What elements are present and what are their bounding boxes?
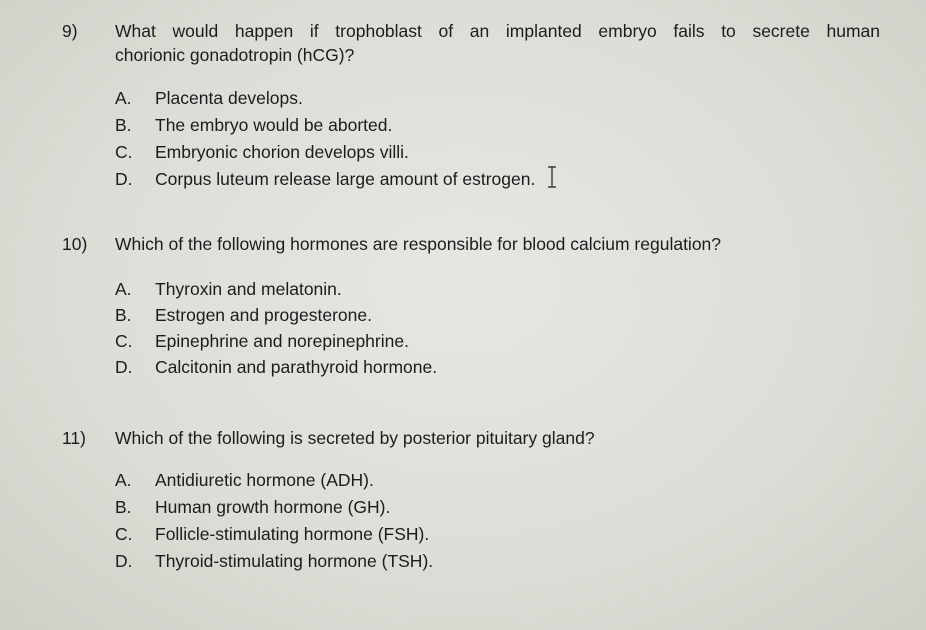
- answer-option-c[interactable]: [115, 141, 409, 163]
- option-letter: A.: [115, 470, 132, 490]
- option-text: Estrogen and progesterone.: [155, 305, 372, 325]
- question-number: 10): [62, 234, 88, 254]
- answer-option-d[interactable]: [115, 550, 433, 572]
- option-letter: A.: [115, 279, 132, 299]
- option-letter: B.: [115, 305, 132, 325]
- question-text-line: chorionic gonadotropin (hCG)?: [115, 45, 355, 65]
- option-text: Thyroid-stimulating hormone (TSH).: [155, 551, 434, 571]
- answer-option-a[interactable]: [115, 469, 374, 491]
- option-text: Embryonic chorion develops villi.: [155, 142, 409, 162]
- answer-option-b[interactable]: [115, 114, 392, 136]
- option-letter: B.: [115, 115, 132, 135]
- option-text: Calcitonin and parathyroid hormone.: [155, 357, 438, 377]
- question-text: [115, 20, 880, 66]
- option-text: Thyroxin and melatonin.: [155, 279, 342, 299]
- answer-option-d[interactable]: [115, 168, 535, 190]
- answer-option-a[interactable]: [115, 278, 342, 300]
- option-letter: C.: [115, 142, 133, 162]
- option-text: Placenta develops.: [155, 88, 303, 108]
- option-letter: B.: [115, 497, 132, 517]
- option-letter: D.: [115, 551, 133, 571]
- option-letter: C.: [115, 331, 133, 351]
- option-text: Human growth hormone (GH).: [155, 497, 391, 517]
- question-text: [115, 427, 595, 449]
- answer-option-d[interactable]: [115, 356, 437, 378]
- answer-option-c[interactable]: [115, 330, 409, 352]
- option-letter: D.: [115, 357, 133, 377]
- option-letter: A.: [115, 88, 132, 108]
- option-text: The embryo would be aborted.: [155, 115, 393, 135]
- question-text-line: Which of the following hormones are responsible for blood calcium regulation?: [115, 234, 722, 254]
- question-text: [115, 233, 721, 255]
- text-cursor-icon: [548, 166, 556, 188]
- answer-option-b[interactable]: [115, 496, 390, 518]
- question-text-line: Which of the following is secreted by posterior pituitary gland?: [115, 428, 595, 448]
- question-text-line: What would happen if trophoblast of an implanted embryo fails to secrete human: [115, 21, 880, 41]
- option-letter: C.: [115, 524, 133, 544]
- option-text: Follicle-stimulating hormone (FSH).: [155, 524, 430, 544]
- option-text: Epinephrine and norepinephrine.: [155, 331, 409, 351]
- answer-option-a[interactable]: [115, 87, 303, 109]
- question-number: 11): [62, 428, 86, 448]
- answer-option-b[interactable]: [115, 304, 372, 326]
- question-number: 9): [62, 21, 78, 41]
- option-letter: D.: [115, 169, 133, 189]
- option-text: Corpus luteum release large amount of estrogen.: [155, 169, 536, 189]
- option-text: Antidiuretic hormone (ADH).: [155, 470, 374, 490]
- answer-option-c[interactable]: [115, 523, 429, 545]
